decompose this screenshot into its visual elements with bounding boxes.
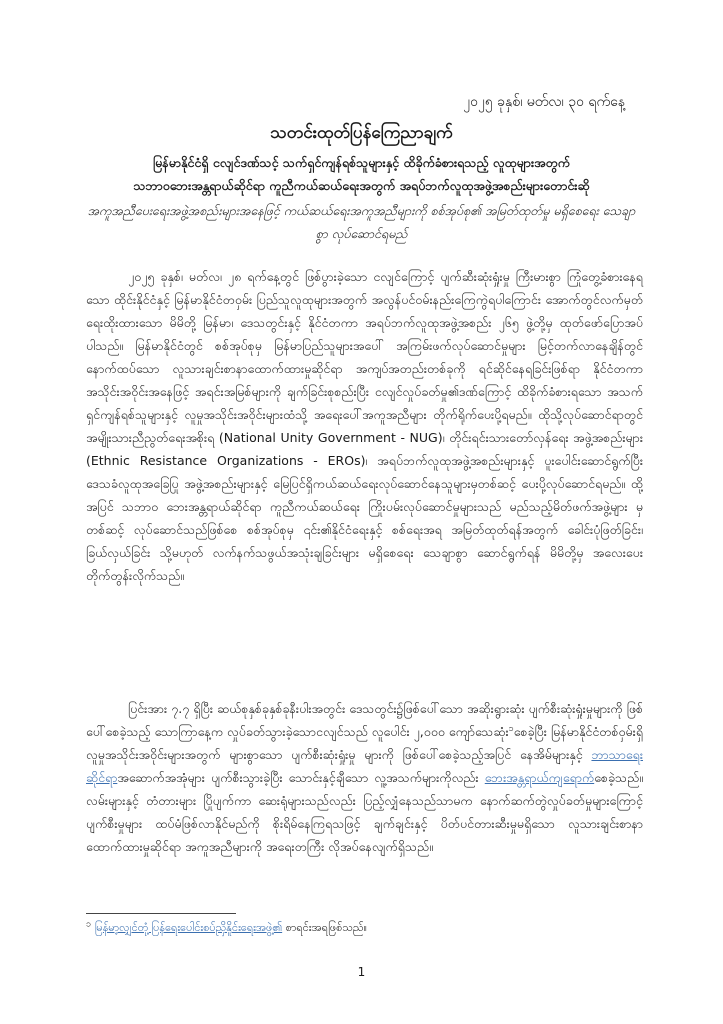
press-release-date: ၂၀၂၅ ခုနှစ်၊ မတ်လ၊ ၃၀ ရက်နေ့ [463, 94, 625, 110]
footnote-source-link[interactable]: မြန်မာ့လျှင်တုံ့ပြန်ရေးပေါင်းစပ်ညှိနိူင်းရေးအဖွဲ့၏ [94, 921, 283, 934]
subtitle-line-1: မြန်မာနိုင်ငံရှိ ငလျင်ဒဏ်သင့် သက်ရှင်ကျန်ရစ်သူများနှင့် ထိခိုက်ခံစားရသည့် လူထုများအတွက် [152, 155, 570, 170]
para2-text-b: စေခဲ့ပြီး မြန်မာနိုင်ငံတစ်ဝှမ်းရှိ လူမှုအသိုင်းအဝိုင်းများအတွက် များစွာသော ပျက်စီးဆုံးရှုံးမှု များကို ဖြစ်ပေါ်စေခဲ့သည့်အပြင် နေအိမ်များနှင့် [86, 724, 643, 762]
footnote [86, 919, 643, 937]
page-number: 1 [357, 965, 366, 979]
body-paragraph-2 [86, 697, 643, 858]
footnote-number: ၁ [86, 919, 92, 930]
footnote-ref[interactable]: ၁ [508, 723, 514, 734]
footnote-text: စာရင်းအရဖြစ်သည်။ [282, 921, 367, 934]
disaster-link[interactable]: ဘေးအန္တရာယ်ကျရောက် [484, 770, 595, 785]
para2-text-a: ပြင်းအား ၇.၇ ရှိပြီး ဆယ်စုနှစ်ခုနှစ်ခုနီးပါးအတွင်း ဒေသတွင်း၌ဖြစ်ပေါ်သော အဆိုးရွားဆုံး ပျက်စီးဆုံးရှုံးမှုများကို ဖြစ်ပေါ်စေခဲ့သည့် သောကြာနေ့က လှုပ်ခတ်သွားခဲ့သောငလျင်သည် လူပေါင်း ၂,၀၀၀ ကျော်သေဆုံး [86, 701, 643, 739]
press-release-title: သတင်းထုတ်ပြန်ကြေညာချက် [270, 123, 453, 143]
italic-subheading: အကူအညီပေးရေးအဖွဲ့အစည်းများအနေဖြင့် ကယ်ဆယ်ရေးအကူအညီများကို စစ်အုပ်စု၏ အမြတ်ထုတ်မှု မရှိစေရေး သေချာစွာ လုပ်ဆောင်ရမည် [87, 203, 636, 241]
religious-buildings-link[interactable]: ဘာသာရေးဆိုင်ရာ [86, 747, 643, 785]
footnote-divider [86, 913, 236, 914]
para2-text-d: စေခဲ့သည်။ လမ်းများနှင့် တံတားများ ပြိုပျက်ကာ ဆေးရုံများသည်လည်း ပြည့်လျှံနေသည်သာမက နောက်ဆက်တွဲလှုပ်ခတ်မှုများကြောင့် ပျက်စီးမှုများ ထပ်မံဖြစ်လာနိုင်မည်ကို စိုးရိမ်နေကြရသဖြင့် ချက်ချင်းနှင့် ပိတ်ပင်တားဆီးမှုမရှိသော လူသားချင်းစာနာထောက်ထားမှုဆိုင်ရာ အကူအညီများကို အရေးတကြီး လိုအပ်နေလျက်ရှိသည်။ [86, 770, 643, 854]
body-paragraph-1: ၂၀၂၅ ခုနှစ်၊ မတ်လ၊ ၂၈ ရက်နေ့တွင် ဖြစ်ပွားခဲ့သော ငလျင်ကြောင့် ပျက်ဆီးဆုံးရှုံးမှု ကြီးမားစွာ ကြုံတွေ့ခံစားနေရသော ထိုင်းနိုင်ငံနှင့် မြန်မာနိုင်ငံတဝှမ်း ပြည်သူလူထုများအတွက် အလွန်ပင်ဝမ်းနည်းကြေကွဲရပါကြောင်း အောက်တွင်လက်မှတ်ရေးထိုးထားသော မိမိတို့ မြန်မာ၊ ဒေသတွင်းနှင့် နိုင်ငံတကာ အရပ်ဘက်လူထုအဖွဲ့အစည်း ၂၆၅ ဖွဲ့တို့မှ ထုတ်ဖော်ပြောအပ်ပါသည်။ မြန်မာနိုင်ငံတွင် စစ်အုပ်စုမှ မြန်မာပြည်သူများအပေါ် အကြမ်းဖက်လုပ်ဆောင်မှုများ မြင့်တက်လာနေချိန်တွင် နောက်ထပ်သော လူသားချင်းစာနာထောက်ထားမှုဆိုင်ရာ အကျပ်အတည်းတစ်ခုကို ရင်ဆိုင်နေရခြင်းဖြစ်ရာ နိုင်ငံတကာ အသိုင်းအဝိုင်းအနေဖြင့် အရင်းအမြစ်များကို ချက်ခြင်းစုစည်းပြီး ငလျင်လှုပ်ခတ်မှု၏ဒဏ်ကြောင့် ထိခိုက်ခံစားရသော အသက်ရှင်ကျန်ရစ်သူများနှင့် လူမှုအသိုင်းအဝိုင်းများထံသို့ အရေးပေါ်အကူအညီများ တိုက်ရိုက်ပေးပို့ရမည်။ ထိုသို့လုပ်ဆောင်ရာတွင် အမျိုးသားညီညွတ်ရေးအစိုးရ (National Unity Government - NUG)၊ တိုင်းရင်းသားတော်လှန်ရေး အဖွဲ့အစည်းများ (Ethnic Resistance Organizations - EROs)၊ အရပ်ဘက်လူထုအဖွဲ့အစည်းများနှင့် ပူးပေါင်းဆောင်ရွက်ပြီး ဒေသခံလူထုအခြေပြု အဖွဲ့အစည်းများနှင့် မြေပြင်ရှိကယ်ဆယ်ရေးလုပ်ဆောင်နေသူများမှတစ်ဆင့် ပေးပို့လုပ်ဆောင်ရမည်။ ထို့အပြင် သဘာဝ ဘေးအန္တရာယ်ဆိုင်ရာ ကူညီကယ်ဆယ်ရေး ကြိုးပမ်းလုပ်ဆောင်မှုများသည် မည်သည့်မိတ်ဖက်အဖွဲ့များ မှတစ်ဆင့် လုပ်ဆောင်သည်ဖြစ်စေ စစ်အုပ်စုမှ ၎င်း၏နိုင်ငံရေးနှင့် စစ်ရေးအရ အမြတ်ထုတ်ရန်အတွက် ခေါင်းပုံဖြတ်ခြင်း၊ ခြယ်လှယ်ခြင်း သို့မဟုတ် လက်နက်သဖွယ်အသုံးချခြင်းများ မရှိစေရေး သေချာစွာ ဆောင်ရွက်ရန် မိမိတို့မှ အလေးပေးတိုက်တွန်းလိုက်သည်။ [86, 269, 643, 583]
para2-text-c: အဆောက်အအုံများ ပျက်စီးသွားခဲ့ပြီး သောင်းနှင့်ချီသော လူ့အသက်များကိုလည်း [117, 770, 485, 785]
subtitle-line-2: သဘာဝဘေးအန္တရာယ်ဆိုင်ရာ ကူညီကယ်ဆယ်ရေးအတွက် အရပ်ဘက်လူထုအဖွဲ့အစည်းများတောင်းဆို [133, 178, 590, 193]
